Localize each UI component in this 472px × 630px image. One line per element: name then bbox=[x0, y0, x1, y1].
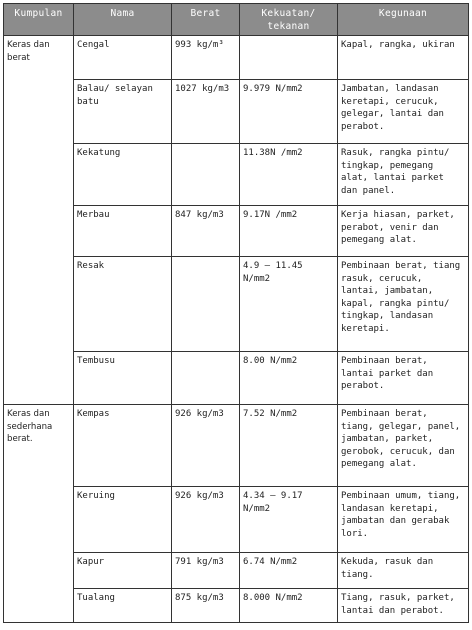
cell-kekuatan: 4.9 – 11.45 N/mm2 bbox=[240, 257, 338, 352]
cell-berat: 791 kg/m3 bbox=[172, 553, 240, 589]
table-row bbox=[4, 352, 469, 405]
cell-kegunaan: Pembinaan berat, lantai parket dan perabot. bbox=[338, 352, 469, 405]
table-row bbox=[4, 487, 469, 553]
cell-berat: 847 kg/m3 bbox=[172, 206, 240, 257]
cell-nama: Kekatung bbox=[74, 144, 172, 206]
cell-kegunaan: Jambatan, landasan keretapi, cerucuk, gelegar, lantai dan perabot. bbox=[338, 80, 469, 144]
cell-kekuatan: 9.17N /mm2 bbox=[240, 206, 338, 257]
cell-kekuatan: 6.74 N/mm2 bbox=[240, 553, 338, 589]
table-row bbox=[4, 36, 469, 80]
header-kekuatan: Kekuatan/ tekanan bbox=[240, 4, 338, 36]
cell-nama: Tualang bbox=[74, 589, 172, 623]
cell-kekuatan: 9.979 N/mm2 bbox=[240, 80, 338, 144]
cell-kegunaan: Pembinaan berat, tiang, gelegar, panel, jambatan, parket, gerobok, cerucuk, dan pemegang alat. bbox=[338, 405, 469, 487]
cell-kekuatan: 11.38N /mm2 bbox=[240, 144, 338, 206]
cell-kegunaan: Tiang, rasuk, parket, lantai dan perabot. bbox=[338, 589, 469, 623]
cell-berat bbox=[172, 352, 240, 405]
cell-berat: 875 kg/m3 bbox=[172, 589, 240, 623]
cell-kegunaan: Pembinaan umum, tiang, landasan keretapi, jambatan dan gerabak lori. bbox=[338, 487, 469, 553]
cell-kekuatan: 4.34 – 9.17 N/mm2 bbox=[240, 487, 338, 553]
table-row bbox=[4, 206, 469, 257]
header-row bbox=[4, 4, 469, 36]
cell-berat: 1027 kg/m3 bbox=[172, 80, 240, 144]
cell-nama: Kapur bbox=[74, 553, 172, 589]
cell-nama: Kempas bbox=[74, 405, 172, 487]
cell-nama: Cengal bbox=[74, 36, 172, 80]
table-row bbox=[4, 553, 469, 589]
group-label: Keras dan berat bbox=[4, 36, 74, 405]
cell-berat: 993 kg/m³ bbox=[172, 36, 240, 80]
cell-berat: 926 kg/m3 bbox=[172, 487, 240, 553]
cell-kegunaan: Kekuda, rasuk dan tiang. bbox=[338, 553, 469, 589]
cell-kekuatan bbox=[240, 36, 338, 80]
cell-kekuatan: 7.52 N/mm2 bbox=[240, 405, 338, 487]
cell-nama: Merbau bbox=[74, 206, 172, 257]
cell-kegunaan: Kerja hiasan, parket, perabot, venir dan pemegang alat. bbox=[338, 206, 469, 257]
cell-nama: Resak bbox=[74, 257, 172, 352]
cell-berat bbox=[172, 144, 240, 206]
header-kegunaan: Kegunaan bbox=[338, 4, 469, 36]
table-row bbox=[4, 257, 469, 352]
cell-kekuatan: 8.000 N/mm2 bbox=[240, 589, 338, 623]
table-row bbox=[4, 144, 469, 206]
header-berat: Berat bbox=[172, 4, 240, 36]
header-nama: Nama bbox=[74, 4, 172, 36]
group-label: Keras dan sederhana berat. bbox=[4, 405, 74, 623]
table-row bbox=[4, 589, 469, 623]
cell-berat bbox=[172, 257, 240, 352]
cell-nama: Balau/ selayan batu bbox=[74, 80, 172, 144]
cell-berat: 926 kg/m3 bbox=[172, 405, 240, 487]
cell-kegunaan: Rasuk, rangka pintu/ tingkap, pemegang alat, lantai parket dan panel. bbox=[338, 144, 469, 206]
table-row bbox=[4, 405, 469, 487]
timber-table bbox=[3, 3, 469, 623]
cell-kekuatan: 8.00 N/mm2 bbox=[240, 352, 338, 405]
cell-nama: Keruing bbox=[74, 487, 172, 553]
header-kumpulan: Kumpulan bbox=[4, 4, 74, 36]
cell-kegunaan: Pembinaan berat, tiang rasuk, cerucuk, lantai, jambatan, kapal, rangka pintu/ tingkap, landasan keretapi. bbox=[338, 257, 469, 352]
table-row bbox=[4, 80, 469, 144]
cell-nama: Tembusu bbox=[74, 352, 172, 405]
cell-kegunaan: Kapal, rangka, ukiran bbox=[338, 36, 469, 80]
